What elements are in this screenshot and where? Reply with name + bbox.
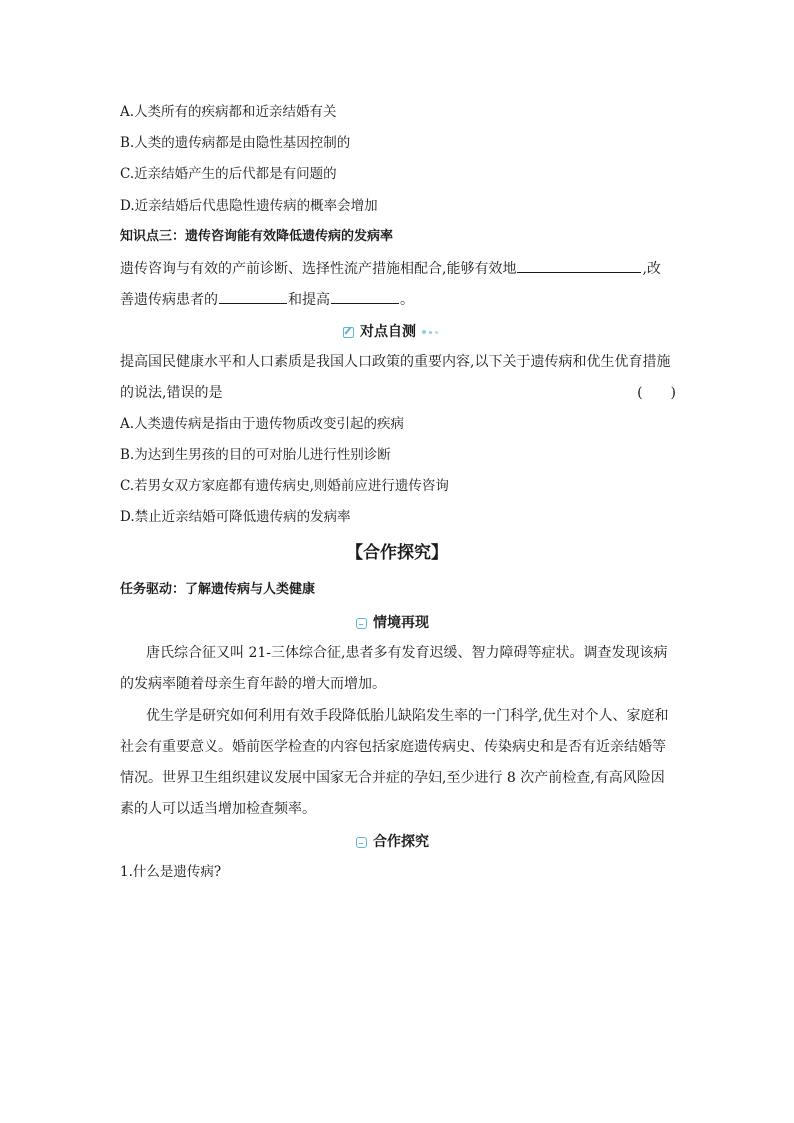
knowledge-point-title: 知识点三：遗传咨询能有效降低遗传病的发病率 <box>120 229 394 244</box>
para2-line1: 优生学是研究如何利用有效手段降低胎儿缺陷发生率的一门科学,优生对个人、家庭和 <box>146 708 669 724</box>
self-test-heading-text: 对点自测 <box>360 324 416 340</box>
option-b: B.人类的遗传病都是由隐性基因控制的 <box>120 135 351 151</box>
self-test-question-line2 <box>120 383 676 403</box>
section-title: 【合作探究】 <box>346 543 448 563</box>
explore-heading-text: 合作探究 <box>373 834 429 850</box>
scene-icon <box>356 618 367 629</box>
task-title: 任务驱动：了解遗传病与人类健康 <box>120 582 316 597</box>
kp-text-part5: 。 <box>400 292 414 308</box>
notebook-icon <box>356 837 367 848</box>
knowledge-point-text-line1 <box>120 258 680 279</box>
para2-line3: 情况。世界卫生组织建议发展中国家无合并症的孕妇,至少进行 8 次产前检查,有高风险因 <box>120 770 665 786</box>
para1-line2: 的发病率随着母亲生育年龄的增大而增加。 <box>120 676 386 692</box>
self-test-option-a: A.人类遗传病是指由于遗传物质改变引起的疾病 <box>120 416 405 432</box>
answer-paren[interactable]: ( ) <box>637 385 676 401</box>
pencil-icon <box>343 327 354 338</box>
option-c: C.近亲结婚产生的后代都是有问题的 <box>120 166 337 182</box>
question-1: 1.什么是遗传病? <box>120 864 222 880</box>
para2-line4: 素的人可以适当增加检查频率。 <box>120 801 316 817</box>
self-test-question-text: 的说法,错误的是 <box>120 385 223 401</box>
kp-text-part4: 和提高 <box>288 292 330 308</box>
para2-line2: 社会有重要意义。婚前医学检查的内容包括家庭遗传病史、传染病史和是否有近亲结婚等 <box>120 739 666 755</box>
para1-line1: 唐氏综合征又叫 21-三体综合征,患者多有发育迟缓、智力障碍等症状。调查发现该病 <box>146 645 668 661</box>
self-test-option-d: D.禁止近亲结婚可降低遗传病的发病率 <box>120 509 351 525</box>
self-test-option-c: C.若男女双方家庭都有遗传病史,则婚前应进行遗传咨询 <box>120 478 449 494</box>
dots-decoration-icon <box>422 330 438 334</box>
knowledge-point-text-line2 <box>120 289 680 310</box>
scenario-heading-text: 情境再现 <box>373 615 429 631</box>
option-a: A.人类所有的疾病都和近亲结婚有关 <box>120 104 337 120</box>
fill-blank-2[interactable] <box>219 289 287 304</box>
kp-text-part2: ,改 <box>642 261 661 277</box>
explore-heading <box>356 832 429 852</box>
fill-blank-3[interactable] <box>331 289 399 304</box>
self-test-heading <box>343 322 438 342</box>
scenario-heading <box>356 613 429 633</box>
fill-blank-1[interactable] <box>517 258 641 273</box>
self-test-option-b: B.为达到生男孩的目的可对胎儿进行性别诊断 <box>120 447 391 463</box>
self-test-question-line1: 提高国民健康水平和人口素质是我国人口政策的重要内容,以下关于遗传病和优生优育措施 <box>120 354 671 370</box>
option-d: D.近亲结婚后代患隐性遗传病的概率会增加 <box>120 198 378 214</box>
kp-text-part3: 善遗传病患者的 <box>120 292 218 308</box>
kp-text-part1: 遗传咨询与有效的产前诊断、选择性流产措施相配合,能够有效地 <box>120 261 517 277</box>
